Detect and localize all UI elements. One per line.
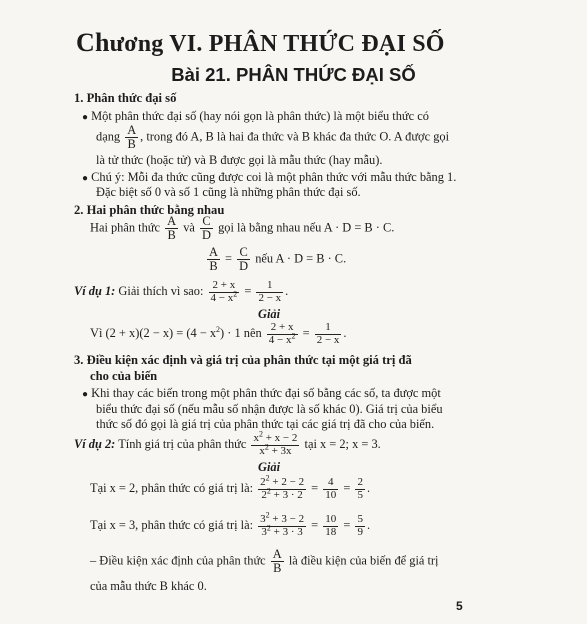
- s2-equality: $\frac{A}{B}$ = $\frac{C}{D}$ nếu A · D = B · C.: [209, 245, 347, 274]
- s1-bullet-1-line2: dạng $\frac{A}{B}$ , trong đó A, B là hai đa thức và B khác đa thức O. A được gọi: [96, 123, 450, 152]
- condition-note: – Điều kiện xác định của phân thức $\frac{A}{B}$ là điều kiện của biến để giá trị: [90, 547, 439, 576]
- fraction-a-over-b: $\frac{A}{B}$: [167, 214, 177, 243]
- s3-bullet-1-line3: thức số đó gọi là giá trị của phân thức tại các giá trị đã cho của biến.: [96, 417, 435, 431]
- fraction: $\frac{4}{10}$: [325, 476, 337, 501]
- solution-2-case-1: Tại x = 2, phân thức có giá trị là: $\frac{2^2 + 2 - 2}{2^2 + 3 \cdot 2}$ = $\frac{4}{10}$ = $\frac{2}{5}$ .: [90, 473, 371, 501]
- fraction: $\frac{x^2 + x - 2}{x^2 + 3x}$: [253, 429, 298, 457]
- s1-bullet-1-line3: là tử thức (hoặc tử) và B được gọi là mẫu thức (hay mẫu).: [96, 153, 383, 167]
- fraction: $\frac{2^2 + 2 - 2}{2^2 + 3 \cdot 2}$: [260, 473, 305, 501]
- fraction: $\frac{2 + x}{4 - x^2}$: [210, 279, 238, 304]
- fraction-c-over-d: $\frac{C}{D}$: [202, 214, 211, 243]
- section-3-heading: 3. Điều kiện xác định và giá trị của phân thức tại một giá trị đã: [74, 353, 412, 367]
- solution-2-case-2: Tại x = 3, phân thức có giá trị là: $\frac{3^2 + 3 - 2}{3^2 + 3 \cdot 3}$ = $\frac{10}{18}$ = $\frac{5}{9}$ .: [90, 510, 371, 538]
- fraction-a-over-b: $\frac{A}{B}$: [127, 123, 137, 152]
- solution-1-label: Giải: [258, 307, 281, 321]
- condition-note-line2: của mẫu thức B khác 0.: [90, 579, 207, 593]
- solution-2-label: Giải: [258, 460, 281, 474]
- fraction-a-over-b: $\frac{A}{B}$: [209, 245, 218, 274]
- fraction-c-over-d: $\frac{C}{D}$: [239, 245, 249, 274]
- example-1: Ví dụ 1: Giải thích vì sao: $\frac{2 + x}{4 - x^2}$ = $\frac{1}{2 - x}$ .: [74, 279, 289, 304]
- bullet-icon: ●: [82, 112, 89, 123]
- solution-1-body: Vì $(2 + x)(2 - x) = (4 - x^2) \cdot 1$ nên $\frac{2 + x}{4 - x^2}$ = $\frac{1}{2 - x}$ .: [90, 321, 347, 346]
- example-2: Ví dụ 2: Tính giá trị của phân thức $\frac{x^2 + x - 2}{x^2 + 3x}$ tại x = 2; x = 3.: [74, 429, 381, 457]
- fraction: $\frac{10}{18}$: [325, 513, 337, 538]
- section-3-heading-line2: cho của biến: [90, 369, 158, 383]
- bullet-icon: ●: [82, 173, 89, 184]
- page-number: 5: [456, 599, 463, 613]
- fraction: $\frac{5}{9}$: [357, 513, 363, 538]
- fraction: $\frac{1}{2 - x}$: [258, 279, 282, 304]
- s2-definition: Hai phân thức $\frac{A}{B}$ và $\frac{C}{D}$ gọi là bằng nhau nếu A · D = B · C.: [90, 214, 395, 243]
- fraction: $\frac{3^2 + 3 - 2}{3^2 + 3 \cdot 3}$: [260, 510, 305, 538]
- fraction: $\frac{1}{2 - x}$: [316, 321, 340, 346]
- chapter-title: Chương VI. PHÂN THỨC ĐẠI SỐ: [76, 28, 445, 57]
- fraction-a-over-b: $\frac{A}{B}$: [272, 547, 282, 576]
- bullet-icon: ●: [82, 389, 89, 400]
- s3-bullet-1: ● Khi thay các biến trong một phân thức đại số bằng các số, ta được một: [82, 386, 441, 400]
- s3-bullet-1-line2: biểu thức đại số (nếu mẫu số nhận được là số khác 0). Giá trị của biểu: [96, 402, 443, 416]
- section-1-heading: 1. Phân thức đại số: [74, 91, 177, 105]
- section-2-heading: 2. Hai phân thức bằng nhau: [74, 203, 225, 217]
- s1-bullet-1: ● Một phân thức đại số (hay nói gọn là phân thức) là một biểu thức có: [82, 109, 429, 123]
- fraction: $\frac{2 + x}{4 - x^2}$: [268, 321, 296, 346]
- lesson-title: Bài 21. PHÂN THỨC ĐẠI SỐ: [171, 64, 416, 85]
- s1-bullet-2-line2: Đặc biệt số 0 và số 1 cũng là những phân thức đại số.: [96, 185, 361, 199]
- fraction: $\frac{2}{5}$: [357, 476, 363, 501]
- s1-bullet-2: ● Chú ý: Mỗi đa thức cũng được coi là một phân thức với mẫu thức bằng 1.: [82, 170, 457, 184]
